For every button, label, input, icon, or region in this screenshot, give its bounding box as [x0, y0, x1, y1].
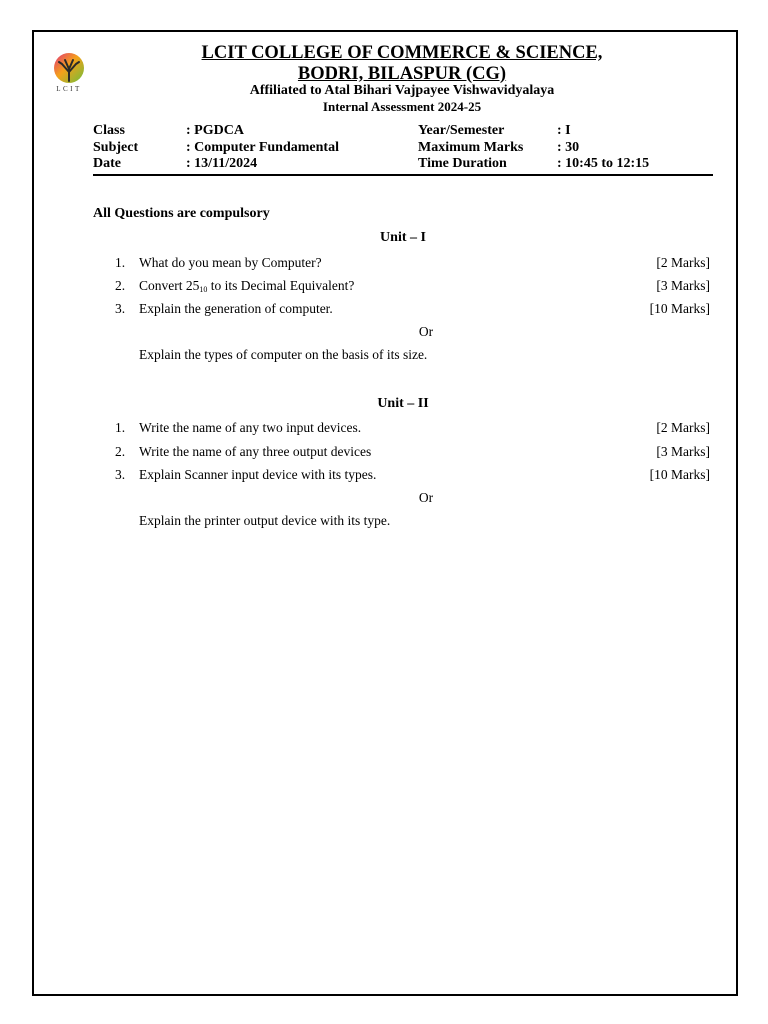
- subject-value: : Computer Fundamental: [186, 139, 339, 155]
- question-text: Write the name of any three output devices: [139, 444, 372, 459]
- max-marks-value: : 30: [557, 139, 580, 155]
- question-marks: [3 Marks]: [656, 444, 710, 459]
- question-marks: [10 Marks]: [649, 467, 710, 482]
- base-subscript: 10: [199, 285, 208, 294]
- question-item: [93, 444, 710, 462]
- question-marks: [2 Marks]: [656, 420, 710, 435]
- or-separator: Or: [418, 490, 434, 505]
- college-logo: [50, 52, 88, 93]
- affiliation: Affiliated to Atal Bihari Vajpayee Vishwavidyalaya: [249, 83, 555, 98]
- question-text-pre: Convert 25: [139, 278, 200, 293]
- exam-info: [93, 123, 712, 173]
- unit-2-title: Unit – II: [377, 396, 429, 411]
- tree-logo-icon: [52, 52, 86, 84]
- question-marks: [3 Marks]: [656, 278, 710, 293]
- logo-text: LCIT: [56, 85, 82, 93]
- question-number: 2.: [115, 278, 126, 293]
- question-number: 2.: [115, 444, 126, 459]
- question-item: [93, 420, 710, 438]
- college-name-line2: BODRI, BILASPUR (CG): [297, 64, 507, 84]
- question-number: 3.: [115, 467, 126, 482]
- unit-1-title: Unit – I: [380, 230, 426, 245]
- alternative-question: Explain the types of computer on the basis of its size.: [139, 347, 428, 362]
- question-item: [93, 278, 710, 296]
- assessment-title: Internal Assessment 2024-25: [322, 99, 482, 114]
- question-text: [139, 278, 354, 294]
- college-name-line1: LCIT COLLEGE OF COMMERCE & SCIENCE,: [201, 43, 603, 63]
- subject-label: Subject: [93, 139, 139, 155]
- alternative-question: Explain the printer output device with its type.: [139, 513, 391, 528]
- question-text: Explain the generation of computer.: [139, 301, 333, 316]
- class-label: Class: [93, 123, 125, 138]
- question-number: 1.: [115, 255, 126, 270]
- or-separator: Or: [418, 324, 434, 339]
- date-value: : 13/11/2024: [186, 156, 258, 171]
- info-row-date: [93, 156, 712, 173]
- info-row-subject: [93, 140, 712, 157]
- question-text: Explain Scanner input device with its types.: [139, 467, 377, 482]
- question-item: [93, 467, 710, 485]
- info-row-class: [93, 123, 712, 140]
- question-text-post: to its Decimal Equivalent?: [207, 278, 355, 293]
- question-item: [93, 301, 710, 319]
- max-marks-label: Maximum Marks: [418, 139, 524, 155]
- question-marks: [10 Marks]: [649, 301, 710, 316]
- year-value: : I: [557, 123, 571, 138]
- class-value: : PGDCA: [186, 123, 244, 138]
- duration-label: Time Duration: [418, 156, 507, 171]
- year-label: Year/Semester: [418, 123, 505, 138]
- question-marks: [2 Marks]: [656, 255, 710, 270]
- duration-value: : 10:45 to 12:15: [557, 156, 650, 171]
- question-number: 3.: [115, 301, 126, 316]
- question-number: 1.: [115, 420, 126, 435]
- question-text: What do you mean by Computer?: [139, 255, 322, 270]
- header-divider: [93, 174, 713, 176]
- instruction: All Questions are compulsory: [93, 206, 270, 221]
- question-text: Write the name of any two input devices.: [139, 420, 362, 435]
- date-label: Date: [93, 156, 121, 171]
- question-item: [93, 255, 710, 273]
